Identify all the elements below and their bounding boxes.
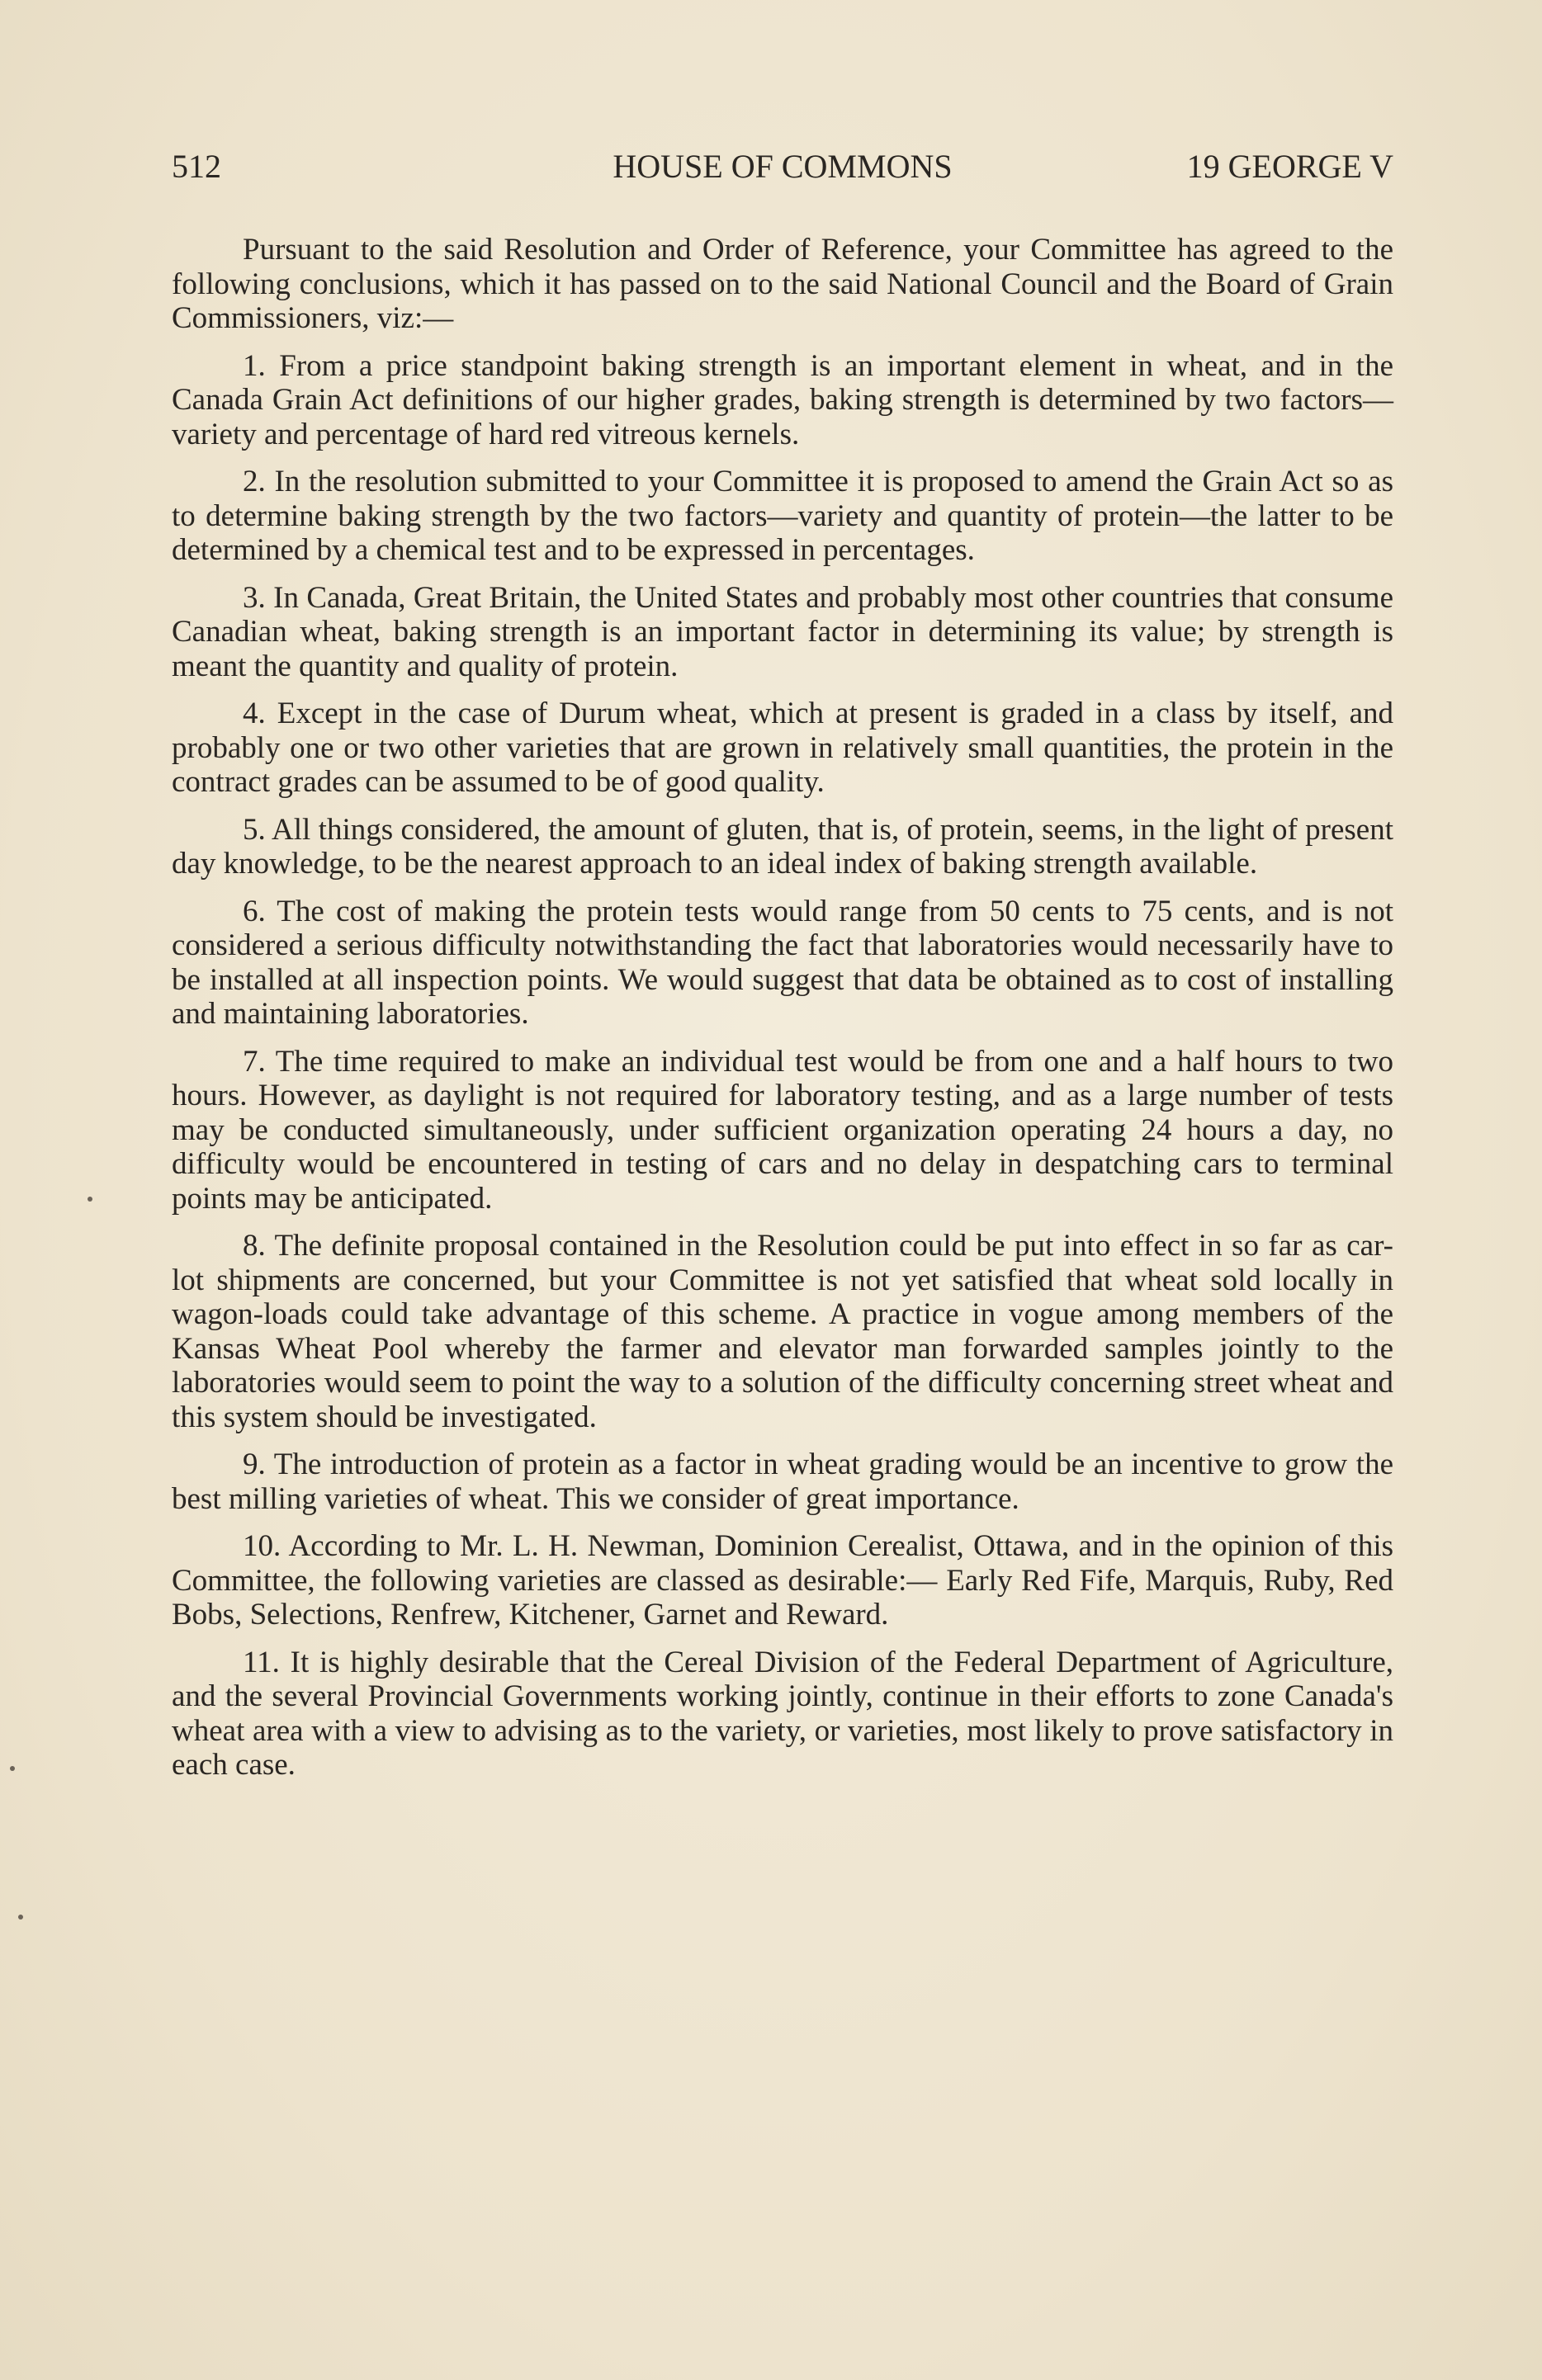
paragraph-9: 9. The introduction of protein as a factor in wheat grading would be an incentive to grow the best milling varieties of wheat. This we consider of great importance. (172, 1447, 1393, 1516)
running-head-right: 19 GEORGE V (1186, 148, 1393, 185)
paragraph-3: 3. In Canada, Great Britain, the United States and probably most other countries that consume Canadian wheat, baking strength is an important factor in determining its value; by strength is meant the quantity and quality of protein. (172, 580, 1393, 683)
running-head-title: HOUSE OF COMMONS (613, 148, 953, 185)
paragraph-2: 2. In the resolution submitted to your Committee it is proposed to amend the Grain Act so as to determine baking strength by the two factors—variety and quantity of protein—the latter to be determined by a chemical test and to be expressed in percentages. (172, 465, 1393, 567)
paragraph-1: 1. From a price standpoint baking strength is an important element in wheat, and in the Canada Grain Act definitions of our higher grades, baking strength is determined by two factors—variety and percentage of hard red vitreous kernels. (172, 348, 1393, 451)
paragraph-6: 6. The cost of making the protein tests would range from 50 cents to 75 cents, and is not considered a serious difficulty notwithstanding the fact that laboratories would necessarily have to be installed at all inspection points. We would suggest that data be obtained as to cost of installing and maintaining laboratories. (172, 894, 1393, 1031)
paragraph-11: 11. It is highly desirable that the Cereal Division of the Federal Department of Agriculture, and the several Provincial Governments working jointly, continue in their efforts to zone Canada's wheat area with a view to advising as to the variety, or varieties, most likely to prove satisfactory in each case. (172, 1645, 1393, 1782)
body-text (172, 233, 1393, 1796)
paragraph-10: 10. According to Mr. L. H. Newman, Dominion Cerealist, Ottawa, and in the opinion of this Committee, the following varieties are classed as desirable:— Early Red Fife, Marquis, Ruby, Red Bobs, Selections, Renfrew, Kitchener, Garnet and Reward. (172, 1529, 1393, 1632)
margin-speck (88, 1197, 92, 1202)
margin-speck (10, 1766, 15, 1771)
paragraph-8: 8. The definite proposal contained in the Resolution could be put into effect in so far as car-lot shipments are concerned, but your Committee is not yet satisfied that wheat sold locally in wagon-loads could take advantage of this scheme. A practice in vogue among members of the Kansas Wheat Pool whereby the farmer and elevator man forwarded samples jointly to the laboratories would seem to point the way to a solution of the difficulty concerning street wheat and this system should be investigated. (172, 1229, 1393, 1434)
margin-speck (18, 1915, 23, 1920)
paragraph-5: 5. All things considered, the amount of gluten, that is, of protein, seems, in the light of present day knowledge, to be the nearest approach to an ideal index of baking strength available. (172, 812, 1393, 881)
paragraph-4: 4. Except in the case of Durum wheat, which at present is graded in a class by itself, and probably one or two other varieties that are grown in relatively small quantities, the protein in the contract grades can be assumed to be of good quality. (172, 697, 1393, 799)
intro-paragraph: Pursuant to the said Resolution and Order of Reference, your Committee has agreed to the following conclusions, which it has passed on to the said National Council and the Board of Grain Commissioners, viz:— (172, 233, 1393, 335)
paragraph-7: 7. The time required to make an individual test would be from one and a half hours to two hours. However, as daylight is not required for laboratory testing, and as a large number of tests may be conducted simultaneously, under sufficient organization operating 24 hours a day, no difficulty would be encountered in testing of cars and no delay in despatching cars to terminal points may be anticipated. (172, 1044, 1393, 1216)
page-number: 512 (172, 148, 221, 185)
running-head (172, 142, 1393, 191)
